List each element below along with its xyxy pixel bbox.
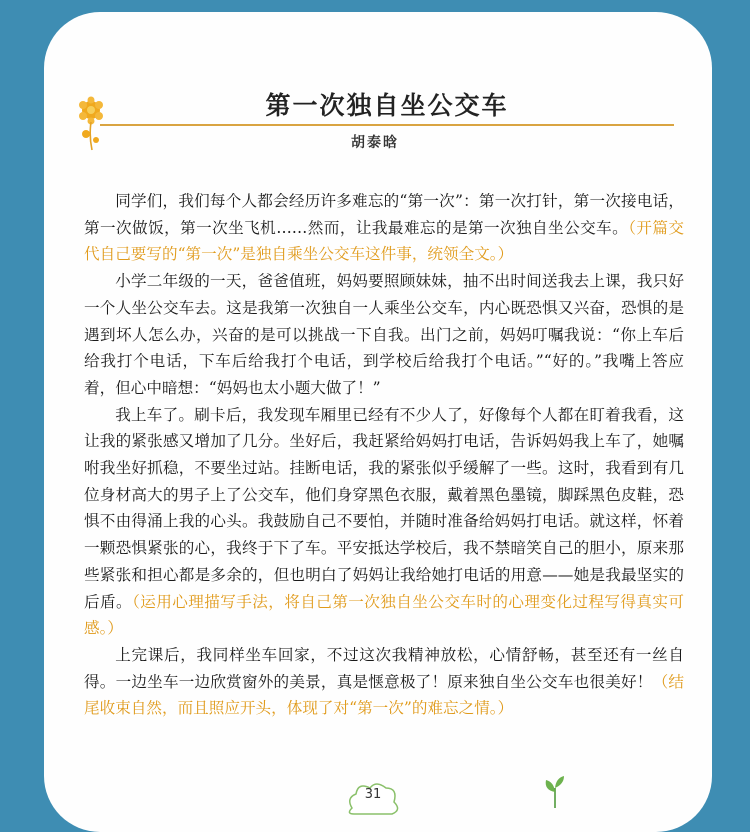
paragraph-text: 我上车了。刷卡后，我发现车厢里已经有不少人了，好像每个人都在盯着我看，这让我的紧张感又增加了几分。坐好后，我赶紧给妈妈打电话，告诉妈妈我上车了，她嘱咐我坐好抓稳，不要坐过站。挂断电话，我的紧张似乎缓解了一些。这时，我看到有几位身材高大的男子上了公交车，他们身穿黑色衣服，戴着黑色墨镜，脚踩黑色皮鞋，恐惧不由得涌上我的心头。我鼓励自己不要怕，并随时准备给妈妈打电话。就这样，怀着一颗恐惧紧张的心，我终于下了车。平安抵达学校后，我不禁暗笑自己的胆小，原来那些紧张和担心都是多余的，但也明白了妈妈让我给她打电话的用意——她是我最坚实的后盾。 — [84, 405, 684, 611]
title-row — [100, 84, 674, 126]
paragraph-text: 上完课后，我同样坐车回家，不过这次我精神放松，心情舒畅，甚至还有一丝自得。一边坐车一边欣赏窗外的美景，真是惬意极了！原来独自坐公交车也很美好！ — [84, 645, 684, 691]
paragraph-text: 小学二年级的一天，爸爸值班，妈妈要照顾妹妹，抽不出时间送我去上课，我只好一个人坐公交车去。这是我第一次独自一人乘坐公交车，内心既恐惧又兴奋，恐惧的是遇到坏人怎么办，兴奋的是可以挑战一下自我。出门之前，妈妈叮嘱我说：“你上车后给我打个电话，下车后给我打个电话，到学校后给我打个电话。”“好的。”我嘴上答应着，但心中暗想：“妈妈也太小题大做了！” — [84, 272, 684, 397]
article-author: 胡泰晗 — [351, 135, 399, 151]
sprout-icon — [540, 772, 570, 808]
article-title: 第一次独自坐公交车 — [265, 91, 509, 120]
paragraph — [84, 188, 684, 268]
paragraph-note: （开篇交代自己要写的“第一次”是独自乘坐公交车这件事，统领全文。） — [84, 218, 684, 264]
paragraph — [84, 268, 684, 402]
paragraph-note: （结尾收束自然，而且照应开头，体现了对“第一次”的难忘之情。） — [84, 672, 684, 718]
article-body — [84, 188, 684, 722]
paragraph-note: （运用心理描写手法，将自己第一次独自坐公交车时的心理变化过程写得真实可感。） — [84, 592, 684, 638]
paragraph — [84, 642, 684, 722]
paragraph-text: 同学们，我们每个人都会经历许多难忘的“第一次”：第一次打针，第一次接电话，第一次做饭，第一次坐飞机……然而，让我最难忘的是第一次独自坐公交车。 — [84, 192, 684, 237]
paragraph — [84, 402, 684, 642]
page-number: 31 — [364, 787, 382, 802]
